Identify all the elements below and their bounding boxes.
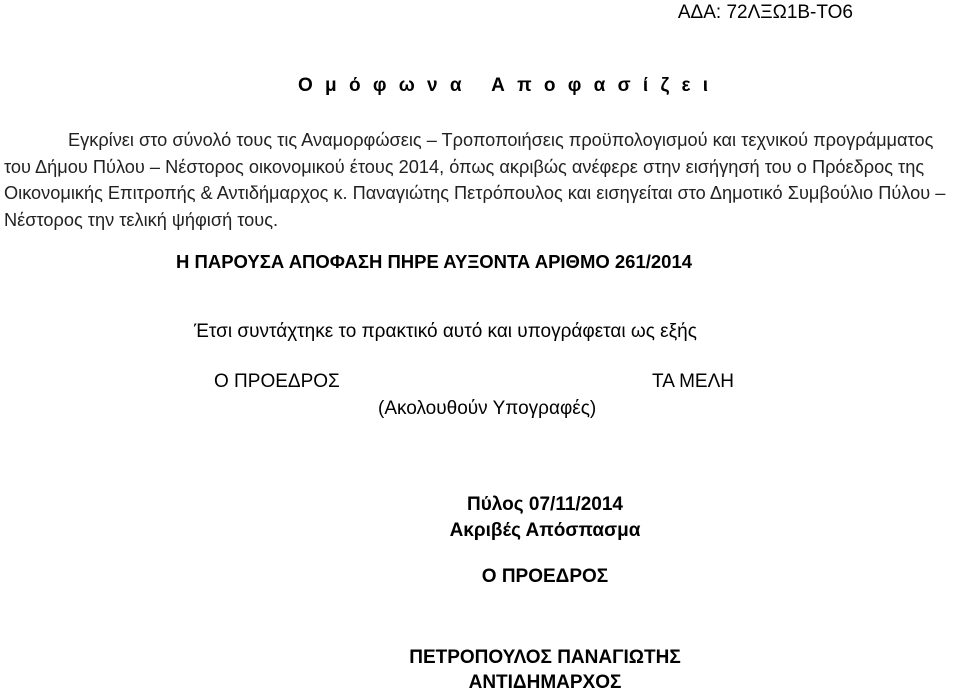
ada-code: ΑΔΑ: 72ΛΞΩ1Β-ΤΟ6 <box>677 2 853 23</box>
president-label: Ο ΠΡΟΕΔΡΟΣ <box>214 371 340 392</box>
decision-heading <box>298 75 712 97</box>
heading-decides: Α π ο φ α σ ί ζ ε ι <box>491 75 712 96</box>
signatures-note: (Ακολουθούν Υπογραφές) <box>378 398 597 419</box>
members-label: ΤΑ ΜΕΛΗ <box>652 371 735 392</box>
decision-text: Εγκρίνει στο σύνολό τους τις Αναμορφώσεις – Τροποποιήσεις προϋπολογισμού και τεχνικού προγράμματος του Δήμου Πύλου – Νέστορος οικονομικού έτους 2014, όπως ακριβώς ανέφερε στην εισήγησή του ο Πρόεδρος της Οικονομικής Επιτροπής & Αντιδήμαρχος κ. Παναγιώτης Πετρόπουλος και εισηγείται στο Δημοτικό Συμβούλιο Πύλου – Νέστορος την τελική ψήφισή τους. <box>4 130 946 230</box>
decision-number-statement: Η ΠΑΡΟΥΣΑ ΑΠΟΦΑΣΗ ΠΗΡΕ ΑΥΞΟΝΤΑ ΑΡΙΘΜΟ 261/2014 <box>176 251 693 272</box>
footer-president-label: Ο ΠΡΟΕΔΡΟΣ <box>481 566 609 587</box>
place-date: Πύλος 07/11/2014 <box>467 494 623 515</box>
extract-label: Ακριβές Απόσπασμα <box>449 520 641 541</box>
signer-title: ΑΝΤΙΔΗΜΑΡΧΟΣ <box>468 672 622 693</box>
heading-unanimously: Ο μ ό φ ω ν α <box>298 75 466 96</box>
decision-paragraph <box>4 127 958 233</box>
signer-name: ΠΕΤΡΟΠΟΥΛΟΣ ΠΑΝΑΓΙΩΤΗΣ <box>409 647 681 668</box>
signed-statement: Έτσι συντάχτηκε το πρακτικό αυτό και υπογράφεται ως εξής <box>194 321 697 342</box>
